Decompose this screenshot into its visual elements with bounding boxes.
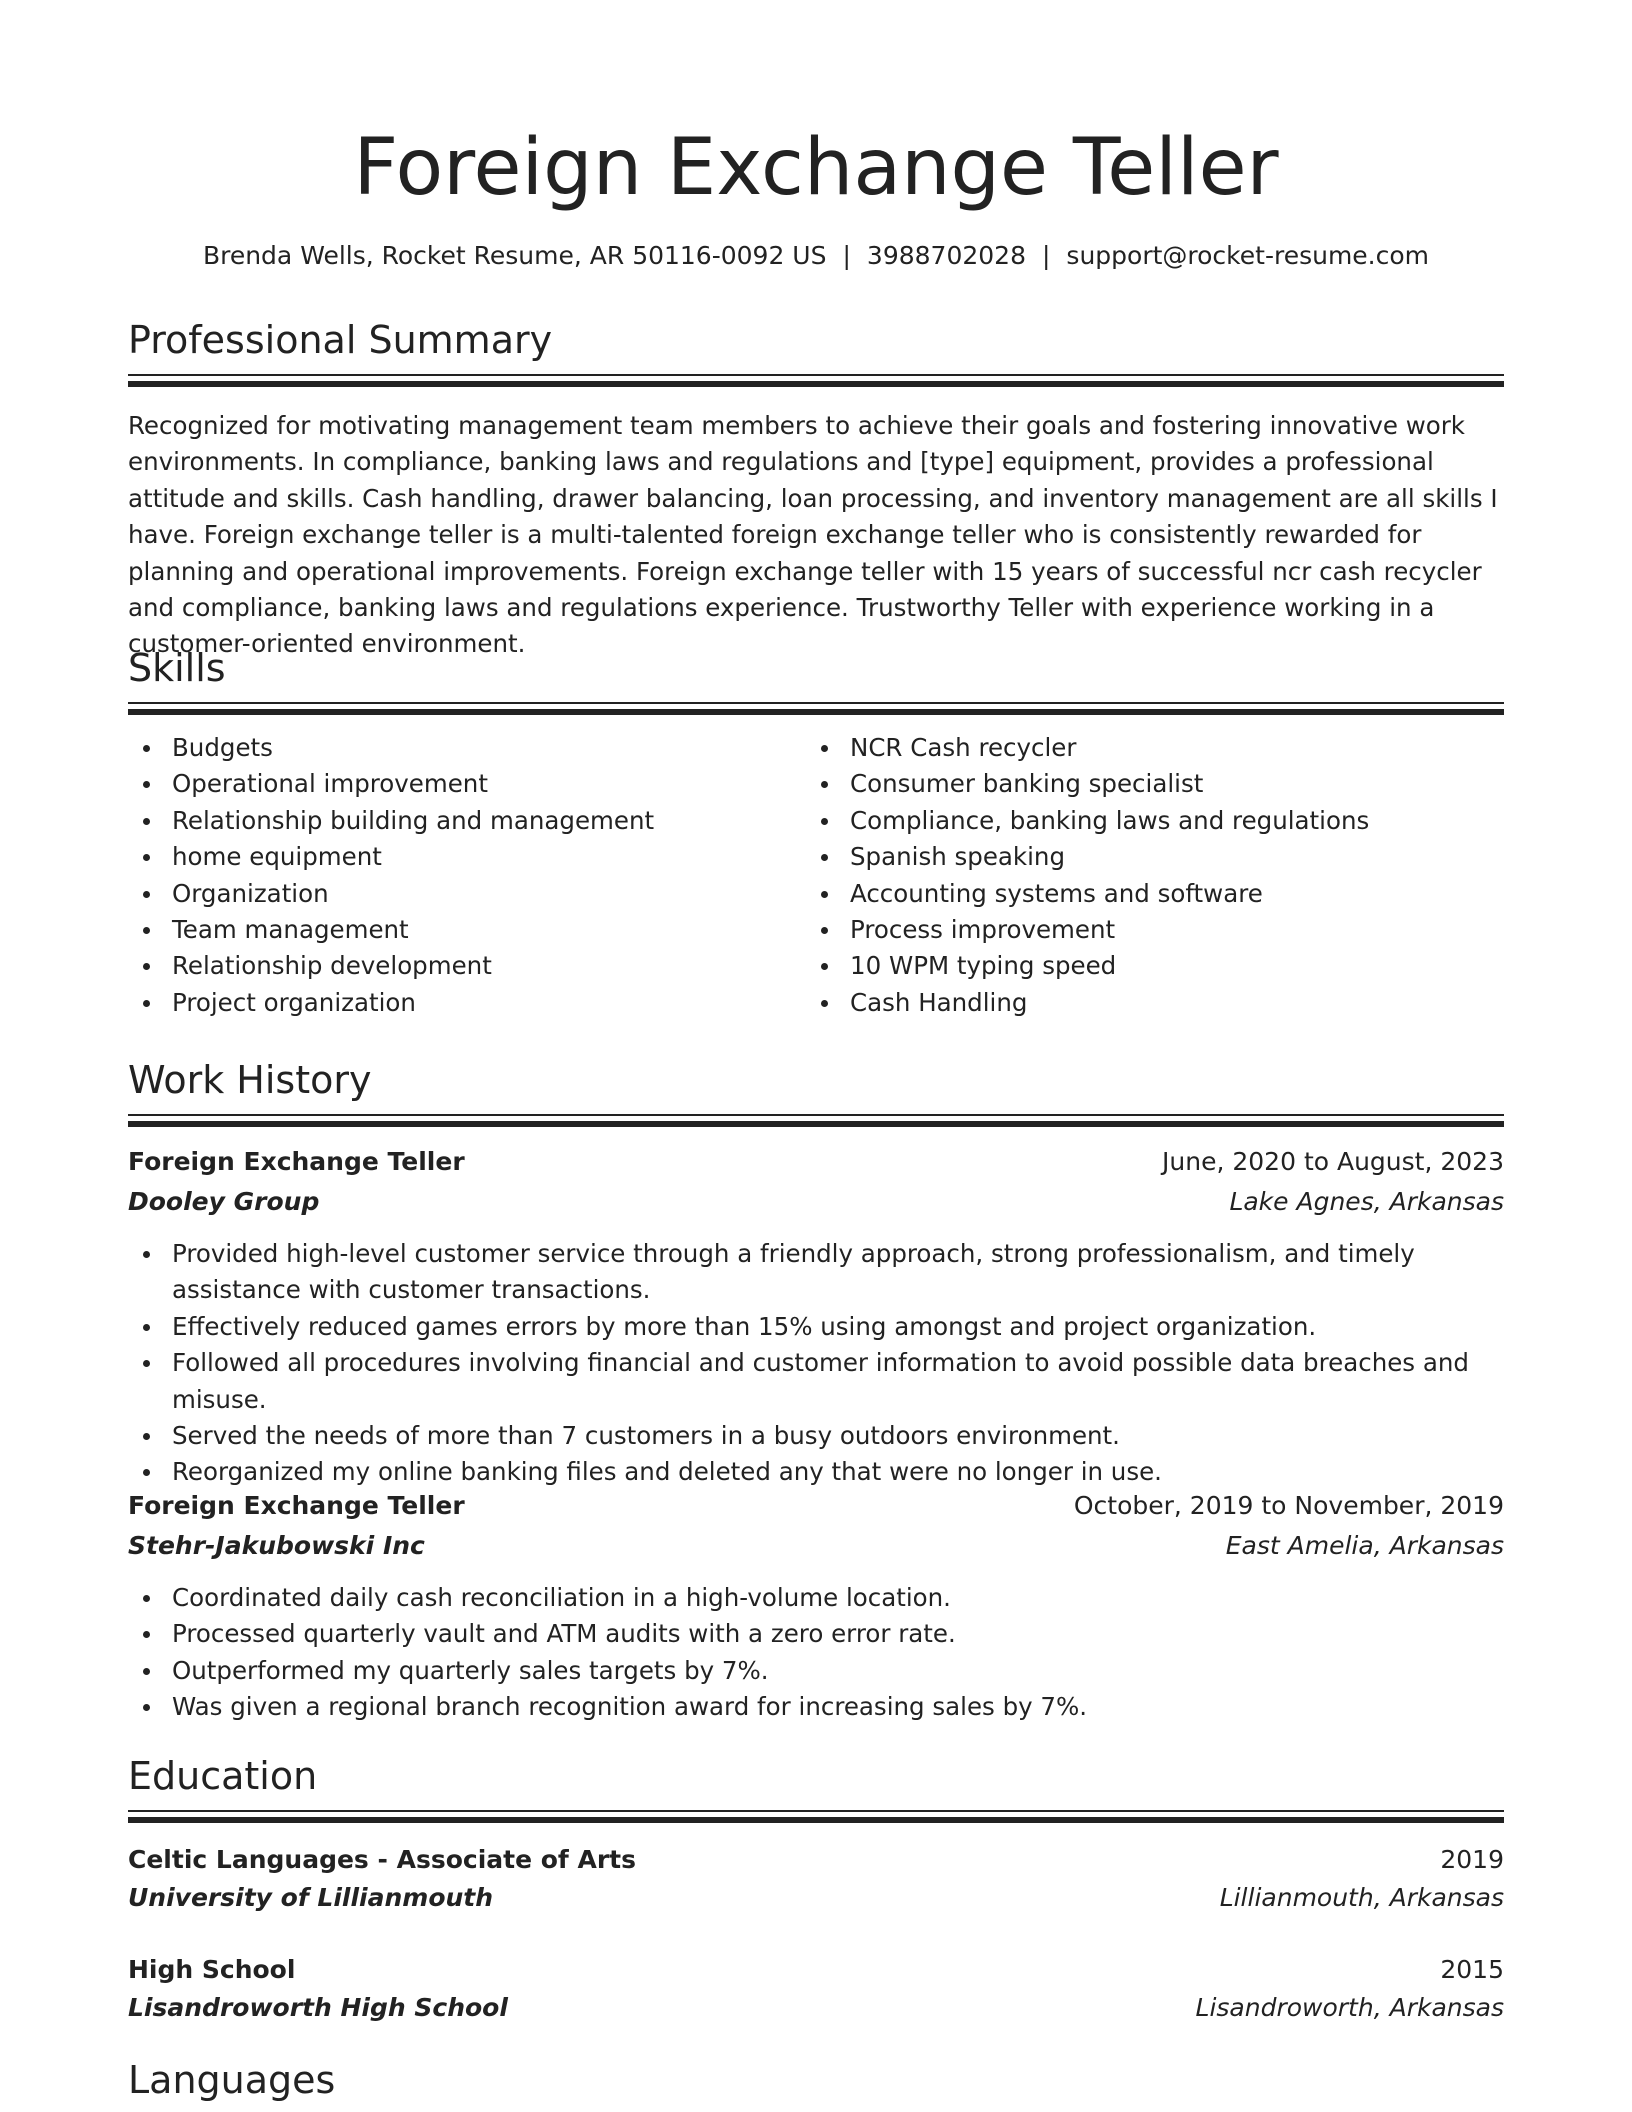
skill-item: Team management — [128, 912, 788, 948]
job-duty: Followed all procedures involving financial and customer information to avoid possible data breaches and misuse. — [128, 1345, 1504, 1418]
summary-text: Recognized for motivating management team members to achieve their goals and fostering innovative work environments. In compliance, banking laws and regulations and [type] equipment, provides a professional attitude and skills. Cash handling, drawer balancing, loan processing, and inventory management are all skills I have. Foreign exchange teller is a multi-talented foreign exchange teller who is consistently rewarded for planning and operational improvements. Foreign exchange teller with 15 years of successful ncr cash recycler and compliance, banking laws and regulations experience. Trustworthy Teller with experience working in a customer-oriented environment. — [128, 411, 1498, 659]
education-header — [128, 1950, 1504, 1990]
contact-separator: | — [1041, 241, 1051, 270]
job-duty: Provided high-level customer service through a friendly approach, strong professionalism, and timely assistance with customer transactions. — [128, 1236, 1504, 1309]
skill-item: Process improvement — [806, 912, 1504, 948]
skill-item: Budgets — [128, 730, 788, 766]
job-duty: Was given a regional branch recognition award for increasing sales by 7%. — [128, 1689, 1504, 1725]
skill-item: Compliance, banking laws and regulations — [806, 803, 1504, 839]
contact-line — [128, 238, 1504, 274]
contact-phone: 3988702028 — [866, 241, 1026, 270]
education-location: Lillianmouth, Arkansas — [1219, 1883, 1504, 1912]
skills-heading: Skills — [128, 646, 226, 690]
work-heading: Work History — [128, 1058, 372, 1102]
section-divider — [128, 709, 1504, 715]
skill-item: Consumer banking specialist — [806, 766, 1504, 802]
skills-list-left — [128, 730, 788, 1021]
skill-item: 10 WPM typing speed — [806, 948, 1504, 984]
job-dates: June, 2020 to August, 2023 — [1162, 1147, 1504, 1176]
skill-item: NCR Cash recycler — [806, 730, 1504, 766]
section-divider — [128, 1817, 1504, 1823]
skill-item: Organization — [128, 876, 788, 912]
education-degree: Celtic Languages - Associate of Arts — [128, 1845, 637, 1874]
job-duty: Reorganized my online banking files and deleted any that were no longer in use. — [128, 1454, 1504, 1490]
summary-heading: Professional Summary — [128, 318, 553, 362]
education-year: 2019 — [1440, 1845, 1504, 1874]
job-duty: Outperformed my quarterly sales targets by 7%. — [128, 1653, 1504, 1689]
skill-item: home equipment — [128, 839, 788, 875]
job-duties — [128, 1580, 1504, 1726]
education-year: 2015 — [1440, 1955, 1504, 1984]
skill-item: Accounting systems and software — [806, 876, 1504, 912]
education-subheader — [128, 1988, 1504, 2028]
contact-email: support@rocket-resume.com — [1066, 241, 1430, 270]
skill-item: Cash Handling — [806, 985, 1504, 1021]
resume-title: Foreign Exchange Teller — [353, 123, 1279, 213]
section-divider — [128, 374, 1504, 376]
skill-item: Project organization — [128, 985, 788, 1021]
job-subheader — [128, 1526, 1504, 1566]
job-title: Foreign Exchange Teller — [128, 1491, 465, 1520]
education-header — [128, 1840, 1504, 1880]
skill-item: Operational improvement — [128, 766, 788, 802]
job-header — [128, 1486, 1504, 1526]
skills-list-right — [806, 730, 1504, 1021]
job-header — [128, 1142, 1504, 1182]
education-heading: Education — [128, 1754, 318, 1798]
job-duty: Coordinated daily cash reconciliation in a high-volume location. — [128, 1580, 1504, 1616]
section-divider — [128, 1810, 1504, 1812]
section-divider — [128, 702, 1504, 704]
contact-separator: | — [842, 241, 851, 270]
section-divider — [128, 1114, 1504, 1116]
skill-item: Relationship building and management — [128, 803, 788, 839]
education-subheader — [128, 1878, 1504, 1918]
job-duty: Processed quarterly vault and ATM audits with a zero error rate. — [128, 1616, 1504, 1652]
job-company: Stehr-Jakubowski Inc — [128, 1531, 425, 1560]
education-school: University of Lillianmouth — [128, 1883, 494, 1912]
job-duty: Served the needs of more than 7 customers in a busy outdoors environment. — [128, 1418, 1504, 1454]
job-title: Foreign Exchange Teller — [128, 1147, 465, 1176]
skill-item: Relationship development — [128, 948, 788, 984]
section-divider — [128, 381, 1504, 387]
education-location: Lisandroworth, Arkansas — [1195, 1993, 1504, 2022]
education-school: Lisandroworth High School — [128, 1993, 508, 2022]
job-duties — [128, 1236, 1504, 1491]
education-degree: High School — [128, 1955, 296, 1984]
section-divider — [128, 1121, 1504, 1127]
job-dates: October, 2019 to November, 2019 — [1073, 1491, 1504, 1520]
job-location: Lake Agnes, Arkansas — [1229, 1187, 1504, 1216]
job-company: Dooley Group — [128, 1187, 320, 1216]
job-duty: Effectively reduced games errors by more than 15% using amongst and project organization. — [128, 1309, 1504, 1345]
job-location: East Amelia, Arkansas — [1225, 1531, 1504, 1560]
skill-item: Spanish speaking — [806, 839, 1504, 875]
languages-heading: Languages — [128, 2058, 336, 2102]
job-subheader — [128, 1182, 1504, 1222]
contact-address: Brenda Wells, Rocket Resume, AR 50116-0092 US — [202, 241, 827, 270]
